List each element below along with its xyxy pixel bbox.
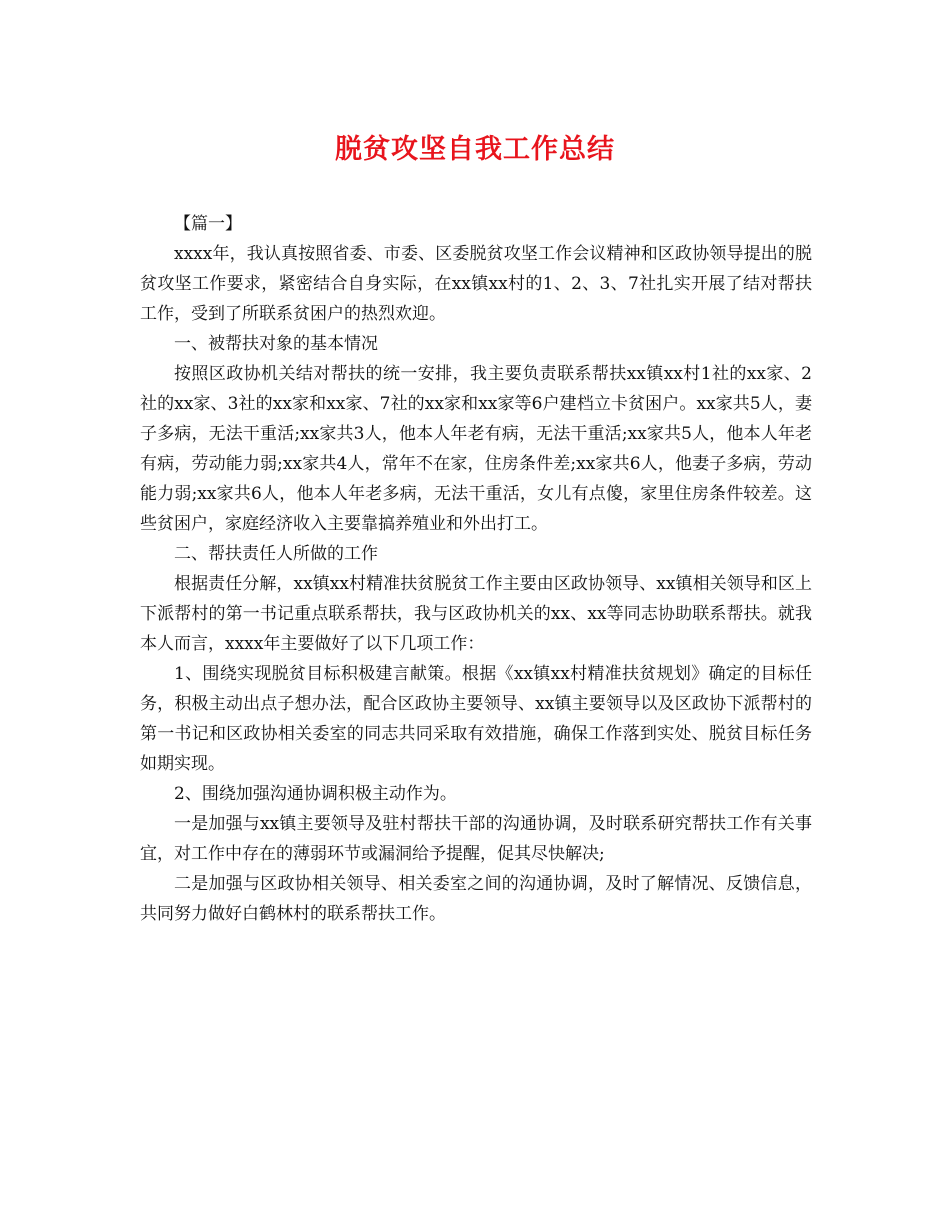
section-heading: 二、帮扶责任人所做的工作 <box>174 544 378 564</box>
paragraph: 根据责任分解，xx镇xx村精准扶贫脱贫工作主要由区政协领导、xx镇相关领导和区上下派帮村的第一书记重点联系帮扶，我与区政协机关的xx、xx等同志协助联系帮扶。就我本人而言，xxxx年主要做好了以下几项工作： <box>140 574 812 654</box>
paragraph: 按照区政协机关结对帮扶的统一安排，我主要负责联系帮扶xx镇xx村1社的xx家、2社的xx家、3社的xx家和xx家、7社的xx家和xx家等6户建档立卡贫困户。xx家共5人，妻子多病，无法干重活;xx家共3人，他本人年老有病，无法干重活;xx家共5人，他本人年老有病，劳动能力弱;xx家共4人，常年不在家，住房条件差;xx家共6人，他妻子多病，劳动能力弱;xx家共6人，他本人年老多病，无法干重活，女儿有点傻，家里住房条件较差。这些贫困户，家庭经济收入主要靠搞养殖业和外出打工。 <box>140 364 812 534</box>
paragraph: 二是加强与区政协相关领导、相关委室之间的沟通协调，及时了解情况、反馈信息，共同努力做好白鹤林村的联系帮扶工作。 <box>140 874 812 924</box>
document-title: 脱贫攻坚自我工作总结 <box>335 134 615 165</box>
section-label: 【篇一】 <box>174 214 242 234</box>
paragraph: 2、围绕加强沟通协调积极主动作为。 <box>174 784 457 804</box>
section-heading: 一、被帮扶对象的基本情况 <box>174 334 378 354</box>
paragraph: 一是加强与xx镇主要领导及驻村帮扶干部的沟通协调，及时联系研究帮扶工作有关事宜，对工作中存在的薄弱环节或漏洞给予提醒，促其尽快解决; <box>140 814 812 864</box>
paragraph: xxxx年，我认真按照省委、市委、区委脱贫攻坚工作会议精神和区政协领导提出的脱贫攻坚工作要求，紧密结合自身实际，在xx镇xx村的1、2、3、7社扎实开展了结对帮扶工作，受到了所联系贫困户的热烈欢迎。 <box>140 244 812 324</box>
paragraph: 1、围绕实现脱贫目标积极建言献策。根据《xx镇xx村精准扶贫规划》确定的目标任务，积极主动出点子想办法，配合区政协主要领导、xx镇主要领导以及区政协下派帮村的第一书记和区政协相关委室的同志共同采取有效措施，确保工作落到实处、脱贫目标任务如期实现。 <box>140 664 812 774</box>
document-body <box>140 209 812 929</box>
